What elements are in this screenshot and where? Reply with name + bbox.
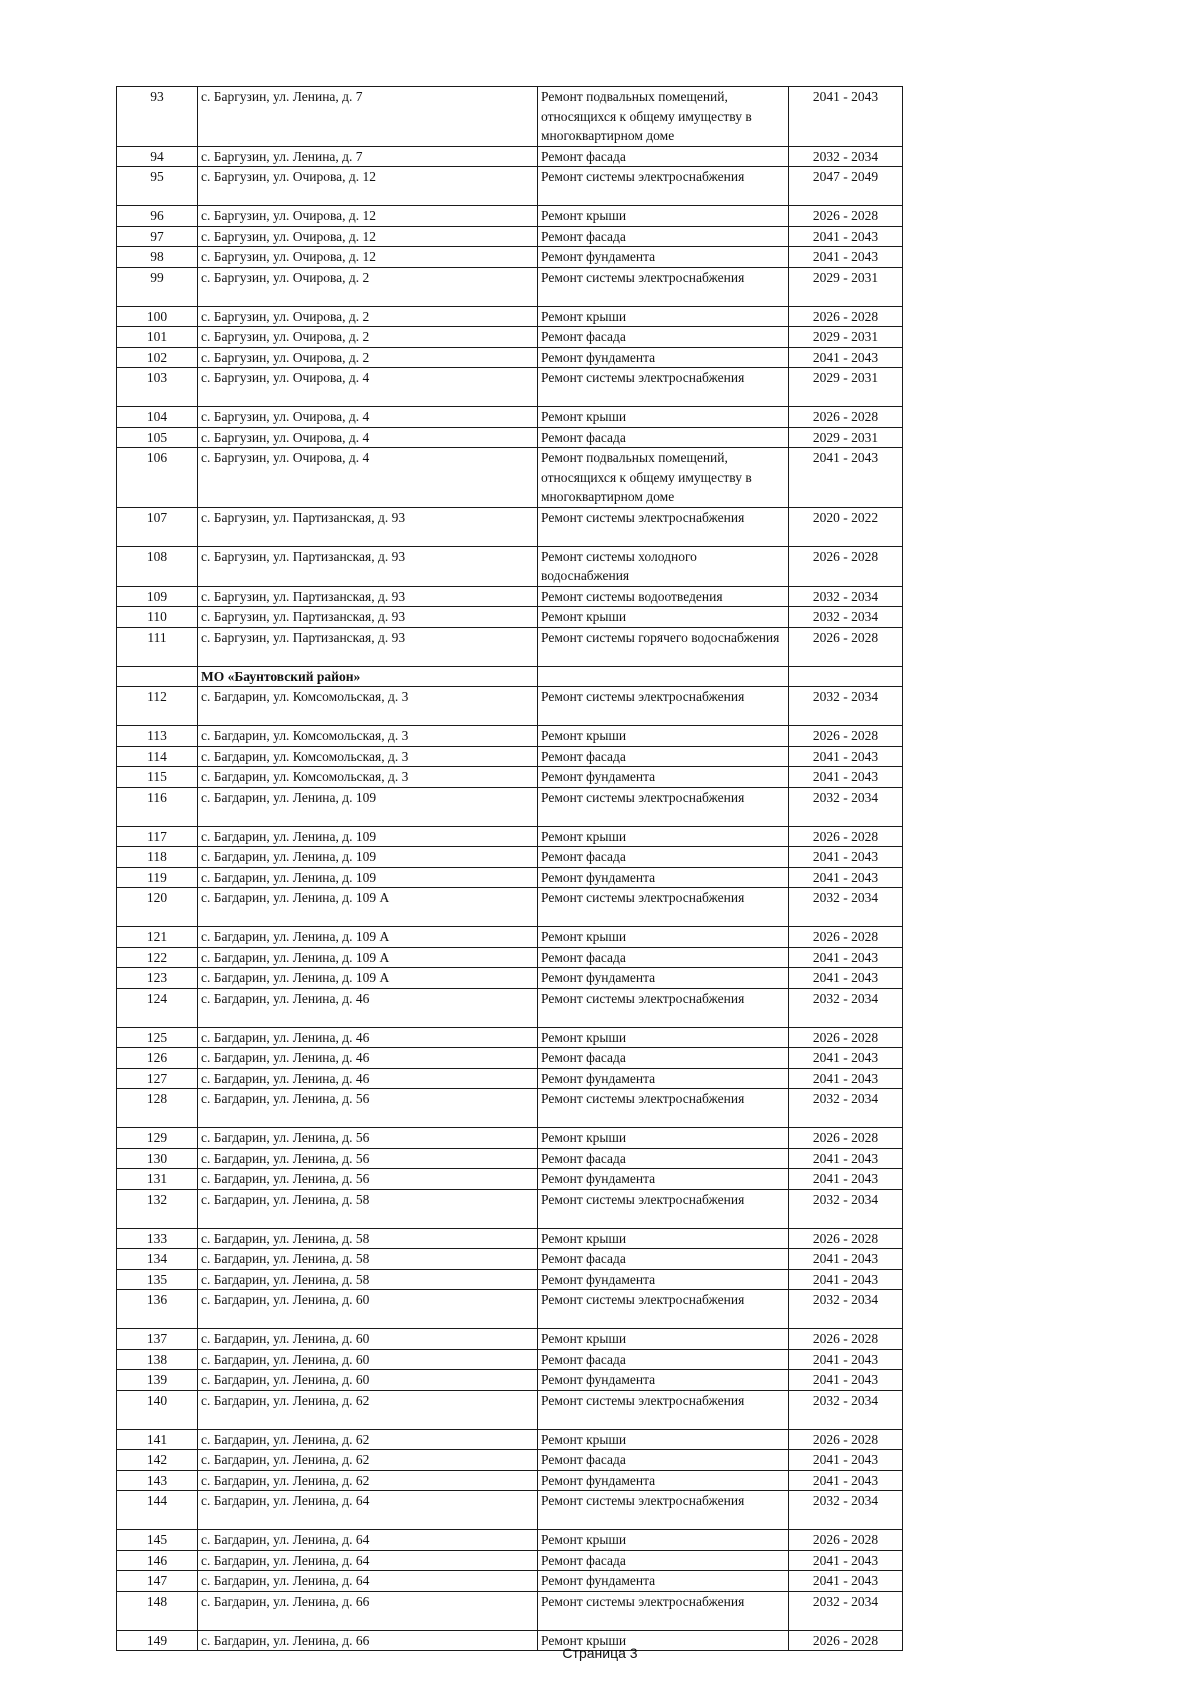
row-number-cell: 124 <box>117 988 198 1027</box>
work-type-cell: Ремонт крыши <box>538 306 789 327</box>
period-cell: 2029 - 2031 <box>789 368 903 407</box>
table-row <box>117 1429 903 1450</box>
work-type-cell: Ремонт системы горячего водоснабжения <box>538 627 789 666</box>
period-cell: 2032 - 2034 <box>789 1089 903 1128</box>
row-number-cell: 122 <box>117 947 198 968</box>
address-cell: с. Баргузин, ул. Очирова, д. 12 <box>198 167 538 206</box>
row-number-cell: 111 <box>117 627 198 666</box>
work-type-cell: Ремонт системы водоотведения <box>538 586 789 607</box>
work-type-cell: Ремонт системы электроснабжения <box>538 267 789 306</box>
address-cell: с. Багдарин, ул. Ленина, д. 64 <box>198 1491 538 1530</box>
table-row <box>117 746 903 767</box>
period-cell: 2041 - 2043 <box>789 226 903 247</box>
address-cell: с. Баргузин, ул. Очирова, д. 12 <box>198 206 538 227</box>
period-cell: 2020 - 2022 <box>789 507 903 546</box>
period-cell: 2032 - 2034 <box>789 586 903 607</box>
period-cell: 2032 - 2034 <box>789 1290 903 1329</box>
table-row <box>117 306 903 327</box>
table-row <box>117 1591 903 1630</box>
table-row <box>117 1228 903 1249</box>
period-cell: 2041 - 2043 <box>789 847 903 868</box>
address-cell: с. Багдарин, ул. Ленина, д. 58 <box>198 1269 538 1290</box>
table-row <box>117 726 903 747</box>
table-row <box>117 146 903 167</box>
work-type-cell: Ремонт крыши <box>538 607 789 628</box>
row-number-cell: 144 <box>117 1491 198 1530</box>
period-cell: 2041 - 2043 <box>789 1148 903 1169</box>
period-cell: 2026 - 2028 <box>789 1228 903 1249</box>
address-cell: с. Баргузин, ул. Партизанская, д. 93 <box>198 546 538 586</box>
work-type-cell: Ремонт крыши <box>538 1228 789 1249</box>
period-cell: 2041 - 2043 <box>789 746 903 767</box>
row-number-cell: 108 <box>117 546 198 586</box>
row-number-cell: 123 <box>117 968 198 989</box>
table-row <box>117 546 903 586</box>
work-type-cell: Ремонт фасада <box>538 1349 789 1370</box>
row-number-cell: 140 <box>117 1390 198 1429</box>
period-cell: 2032 - 2034 <box>789 607 903 628</box>
address-cell: с. Баргузин, ул. Очирова, д. 12 <box>198 247 538 268</box>
work-type-cell: Ремонт крыши <box>538 1329 789 1350</box>
period-cell: 2032 - 2034 <box>789 146 903 167</box>
table-row <box>117 847 903 868</box>
row-number-cell: 105 <box>117 427 198 448</box>
row-number-cell: 103 <box>117 368 198 407</box>
table-row <box>117 826 903 847</box>
row-number-cell: 137 <box>117 1329 198 1350</box>
work-type-cell: Ремонт фасада <box>538 327 789 348</box>
period-cell: 2041 - 2043 <box>789 947 903 968</box>
table-row <box>117 1530 903 1551</box>
work-type-cell: Ремонт системы электроснабжения <box>538 1189 789 1228</box>
work-type-cell: Ремонт фундамента <box>538 1269 789 1290</box>
work-type-cell: Ремонт системы электроснабжения <box>538 167 789 206</box>
work-type-cell: Ремонт крыши <box>538 826 789 847</box>
row-number-cell: 146 <box>117 1550 198 1571</box>
period-cell: 2041 - 2043 <box>789 347 903 368</box>
work-type-cell: Ремонт крыши <box>538 1630 789 1651</box>
table-row <box>117 947 903 968</box>
table-row <box>117 586 903 607</box>
work-type-cell: Ремонт фасада <box>538 1550 789 1571</box>
row-number-cell: 117 <box>117 826 198 847</box>
work-type-cell: Ремонт системы электроснабжения <box>538 1390 789 1429</box>
row-number-cell: 118 <box>117 847 198 868</box>
table-row <box>117 87 903 147</box>
work-type-cell: Ремонт фундамента <box>538 1169 789 1190</box>
work-type-cell: Ремонт крыши <box>538 1530 789 1551</box>
address-cell: с. Багдарин, ул. Ленина, д. 66 <box>198 1630 538 1651</box>
address-cell: с. Баргузин, ул. Очирова, д. 4 <box>198 407 538 428</box>
table-row <box>117 1027 903 1048</box>
table-row <box>117 787 903 826</box>
work-type-cell: Ремонт фасада <box>538 1148 789 1169</box>
period-cell: 2041 - 2043 <box>789 867 903 888</box>
period-cell <box>789 666 903 687</box>
work-type-cell: Ремонт фасада <box>538 847 789 868</box>
work-type-cell: Ремонт системы электроснабжения <box>538 687 789 726</box>
table-row <box>117 267 903 306</box>
period-cell: 2026 - 2028 <box>789 1429 903 1450</box>
address-cell: с. Багдарин, ул. Ленина, д. 46 <box>198 1068 538 1089</box>
period-cell: 2029 - 2031 <box>789 427 903 448</box>
work-type-cell: Ремонт системы электроснабжения <box>538 988 789 1027</box>
row-number-cell: 141 <box>117 1429 198 1450</box>
period-cell: 2026 - 2028 <box>789 206 903 227</box>
row-number-cell: 139 <box>117 1370 198 1391</box>
address-cell: с. Багдарин, ул. Ленина, д. 109 А <box>198 968 538 989</box>
period-cell: 2026 - 2028 <box>789 1329 903 1350</box>
work-type-cell: Ремонт фундамента <box>538 1571 789 1592</box>
period-cell: 2026 - 2028 <box>789 1128 903 1149</box>
period-cell: 2047 - 2049 <box>789 167 903 206</box>
row-number-cell: 94 <box>117 146 198 167</box>
row-number-cell: 147 <box>117 1571 198 1592</box>
address-cell: с. Багдарин, ул. Ленина, д. 56 <box>198 1148 538 1169</box>
address-cell: с. Багдарин, ул. Ленина, д. 46 <box>198 988 538 1027</box>
work-type-cell: Ремонт крыши <box>538 1027 789 1048</box>
work-type-cell: Ремонт крыши <box>538 206 789 227</box>
row-number-cell: 138 <box>117 1349 198 1370</box>
address-cell: с. Багдарин, ул. Ленина, д. 58 <box>198 1249 538 1270</box>
table-row <box>117 368 903 407</box>
table-row <box>117 988 903 1027</box>
row-number-cell <box>117 666 198 687</box>
period-cell: 2026 - 2028 <box>789 1630 903 1651</box>
work-type-cell: Ремонт фасада <box>538 1249 789 1270</box>
row-number-cell: 106 <box>117 448 198 508</box>
work-type-cell: Ремонт системы электроснабжения <box>538 1591 789 1630</box>
work-type-cell: Ремонт системы электроснабжения <box>538 1491 789 1530</box>
work-type-cell: Ремонт крыши <box>538 1128 789 1149</box>
period-cell: 2041 - 2043 <box>789 1068 903 1089</box>
table-row <box>117 507 903 546</box>
work-type-cell: Ремонт системы электроснабжения <box>538 368 789 407</box>
work-type-cell: Ремонт фундамента <box>538 347 789 368</box>
row-number-cell: 115 <box>117 767 198 788</box>
table-row <box>117 767 903 788</box>
row-number-cell: 97 <box>117 226 198 247</box>
row-number-cell: 102 <box>117 347 198 368</box>
capital-repair-table <box>116 86 903 1651</box>
table-row <box>117 1390 903 1429</box>
work-type-cell: Ремонт системы электроснабжения <box>538 1089 789 1128</box>
address-cell: с. Багдарин, ул. Ленина, д. 109 <box>198 787 538 826</box>
period-cell: 2032 - 2034 <box>789 888 903 927</box>
work-type-cell: Ремонт крыши <box>538 927 789 948</box>
row-number-cell: 100 <box>117 306 198 327</box>
row-number-cell: 119 <box>117 867 198 888</box>
table-row <box>117 427 903 448</box>
address-cell: с. Баргузин, ул. Ленина, д. 7 <box>198 146 538 167</box>
table-row <box>117 867 903 888</box>
table-row <box>117 968 903 989</box>
address-cell: с. Багдарин, ул. Ленина, д. 109 А <box>198 888 538 927</box>
work-type-cell: Ремонт фасада <box>538 947 789 968</box>
work-type-cell: Ремонт фундамента <box>538 247 789 268</box>
period-cell: 2029 - 2031 <box>789 267 903 306</box>
address-cell: с. Багдарин, ул. Ленина, д. 58 <box>198 1189 538 1228</box>
row-number-cell: 128 <box>117 1089 198 1128</box>
row-number-cell: 134 <box>117 1249 198 1270</box>
period-cell: 2041 - 2043 <box>789 1370 903 1391</box>
row-number-cell: 99 <box>117 267 198 306</box>
period-cell: 2026 - 2028 <box>789 826 903 847</box>
row-number-cell: 127 <box>117 1068 198 1089</box>
row-number-cell: 95 <box>117 167 198 206</box>
period-cell: 2041 - 2043 <box>789 1470 903 1491</box>
period-cell: 2032 - 2034 <box>789 1491 903 1530</box>
work-type-cell: Ремонт крыши <box>538 726 789 747</box>
period-cell: 2026 - 2028 <box>789 726 903 747</box>
table-row <box>117 1470 903 1491</box>
address-cell: с. Багдарин, ул. Ленина, д. 62 <box>198 1450 538 1471</box>
table-row <box>117 1450 903 1471</box>
row-number-cell: 133 <box>117 1228 198 1249</box>
period-cell: 2041 - 2043 <box>789 1450 903 1471</box>
row-number-cell: 98 <box>117 247 198 268</box>
period-cell: 2026 - 2028 <box>789 627 903 666</box>
section-title-cell: МО «Баунтовский район» <box>198 666 538 687</box>
table-row <box>117 607 903 628</box>
table-row <box>117 448 903 508</box>
address-cell: с. Баргузин, ул. Очирова, д. 2 <box>198 306 538 327</box>
period-cell: 2026 - 2028 <box>789 306 903 327</box>
period-cell: 2032 - 2034 <box>789 988 903 1027</box>
table-row <box>117 1329 903 1350</box>
table-row <box>117 1189 903 1228</box>
table-row <box>117 1550 903 1571</box>
address-cell: с. Багдарин, ул. Ленина, д. 109 <box>198 826 538 847</box>
work-type-cell: Ремонт фундамента <box>538 968 789 989</box>
work-type-cell: Ремонт фасада <box>538 1450 789 1471</box>
period-cell: 2041 - 2043 <box>789 1249 903 1270</box>
address-cell: с. Багдарин, ул. Ленина, д. 60 <box>198 1329 538 1350</box>
address-cell: с. Багдарин, ул. Ленина, д. 64 <box>198 1571 538 1592</box>
work-type-cell: Ремонт фасада <box>538 226 789 247</box>
work-type-cell: Ремонт фундамента <box>538 867 789 888</box>
address-cell: с. Баргузин, ул. Очирова, д. 12 <box>198 226 538 247</box>
address-cell: с. Багдарин, ул. Ленина, д. 58 <box>198 1228 538 1249</box>
work-type-cell: Ремонт фундамента <box>538 1370 789 1391</box>
address-cell: с. Багдарин, ул. Комсомольская, д. 3 <box>198 726 538 747</box>
address-cell: с. Багдарин, ул. Комсомольская, д. 3 <box>198 687 538 726</box>
address-cell: с. Багдарин, ул. Ленина, д. 60 <box>198 1290 538 1329</box>
address-cell: с. Багдарин, ул. Ленина, д. 64 <box>198 1530 538 1551</box>
table-row <box>117 1269 903 1290</box>
table-row <box>117 1349 903 1370</box>
table-row <box>117 1571 903 1592</box>
table-row <box>117 327 903 348</box>
work-type-cell: Ремонт фасада <box>538 746 789 767</box>
row-number-cell: 148 <box>117 1591 198 1630</box>
row-number-cell: 132 <box>117 1189 198 1228</box>
row-number-cell: 112 <box>117 687 198 726</box>
address-cell: с. Багдарин, ул. Ленина, д. 46 <box>198 1048 538 1069</box>
address-cell: с. Багдарин, ул. Ленина, д. 109 <box>198 847 538 868</box>
period-cell: 2041 - 2043 <box>789 767 903 788</box>
table-row <box>117 1128 903 1149</box>
table-row <box>117 1249 903 1270</box>
row-number-cell: 121 <box>117 927 198 948</box>
period-cell: 2026 - 2028 <box>789 1530 903 1551</box>
address-cell: с. Багдарин, ул. Ленина, д. 109 А <box>198 947 538 968</box>
address-cell: с. Баргузин, ул. Очирова, д. 2 <box>198 267 538 306</box>
address-cell: с. Багдарин, ул. Ленина, д. 66 <box>198 1591 538 1630</box>
table-row <box>117 627 903 666</box>
period-cell: 2041 - 2043 <box>789 87 903 147</box>
row-number-cell: 142 <box>117 1450 198 1471</box>
table-row <box>117 167 903 206</box>
address-cell: с. Баргузин, ул. Очирова, д. 2 <box>198 347 538 368</box>
period-cell: 2032 - 2034 <box>789 1390 903 1429</box>
period-cell: 2032 - 2034 <box>789 687 903 726</box>
table-row <box>117 206 903 227</box>
table-row <box>117 1290 903 1329</box>
work-type-cell <box>538 666 789 687</box>
period-cell: 2041 - 2043 <box>789 1269 903 1290</box>
work-type-cell: Ремонт системы холодного водоснабжения <box>538 546 789 586</box>
address-cell: с. Баргузин, ул. Ленина, д. 7 <box>198 87 538 147</box>
row-number-cell: 126 <box>117 1048 198 1069</box>
page-number: Страница 3 <box>562 1645 638 1661</box>
row-number-cell: 110 <box>117 607 198 628</box>
period-cell: 2029 - 2031 <box>789 327 903 348</box>
address-cell: с. Багдарин, ул. Ленина, д. 56 <box>198 1128 538 1149</box>
table-body <box>117 87 903 1651</box>
address-cell: с. Багдарин, ул. Ленина, д. 46 <box>198 1027 538 1048</box>
table-row <box>117 1048 903 1069</box>
period-cell: 2041 - 2043 <box>789 1571 903 1592</box>
work-type-cell: Ремонт подвальных помещений, относящихся к общему имуществу в многоквартирном доме <box>538 448 789 508</box>
row-number-cell: 113 <box>117 726 198 747</box>
row-number-cell: 93 <box>117 87 198 147</box>
table-row <box>117 1370 903 1391</box>
address-cell: с. Баргузин, ул. Очирова, д. 4 <box>198 368 538 407</box>
row-number-cell: 130 <box>117 1148 198 1169</box>
work-type-cell: Ремонт подвальных помещений, относящихся к общему имуществу в многоквартирном доме <box>538 87 789 147</box>
table-row <box>117 347 903 368</box>
row-number-cell: 125 <box>117 1027 198 1048</box>
address-cell: с. Багдарин, ул. Комсомольская, д. 3 <box>198 746 538 767</box>
period-cell: 2026 - 2028 <box>789 407 903 428</box>
work-type-cell: Ремонт фундамента <box>538 1470 789 1491</box>
address-cell: с. Багдарин, ул. Ленина, д. 62 <box>198 1390 538 1429</box>
address-cell: с. Баргузин, ул. Очирова, д. 4 <box>198 427 538 448</box>
address-cell: с. Багдарин, ул. Ленина, д. 60 <box>198 1370 538 1391</box>
row-number-cell: 101 <box>117 327 198 348</box>
address-cell: с. Багдарин, ул. Ленина, д. 64 <box>198 1550 538 1571</box>
period-cell: 2032 - 2034 <box>789 1189 903 1228</box>
period-cell: 2041 - 2043 <box>789 448 903 508</box>
period-cell: 2032 - 2034 <box>789 787 903 826</box>
address-cell: с. Багдарин, ул. Ленина, д. 56 <box>198 1169 538 1190</box>
address-cell: с. Баргузин, ул. Очирова, д. 4 <box>198 448 538 508</box>
work-type-cell: Ремонт фундамента <box>538 1068 789 1089</box>
table-row <box>117 1491 903 1530</box>
period-cell: 2041 - 2043 <box>789 1169 903 1190</box>
period-cell: 2032 - 2034 <box>789 1591 903 1630</box>
work-type-cell: Ремонт фасада <box>538 146 789 167</box>
period-cell: 2041 - 2043 <box>789 1349 903 1370</box>
address-cell: с. Баргузин, ул. Очирова, д. 2 <box>198 327 538 348</box>
address-cell: с. Багдарин, ул. Ленина, д. 109 <box>198 867 538 888</box>
table-row <box>117 226 903 247</box>
table-row <box>117 407 903 428</box>
table-row <box>117 1148 903 1169</box>
row-number-cell: 135 <box>117 1269 198 1290</box>
row-number-cell: 129 <box>117 1128 198 1149</box>
row-number-cell: 114 <box>117 746 198 767</box>
work-type-cell: Ремонт фасада <box>538 1048 789 1069</box>
work-type-cell: Ремонт системы электроснабжения <box>538 1290 789 1329</box>
row-number-cell: 116 <box>117 787 198 826</box>
address-cell: с. Багдарин, ул. Ленина, д. 109 А <box>198 927 538 948</box>
period-cell: 2041 - 2043 <box>789 1048 903 1069</box>
work-type-cell: Ремонт фасада <box>538 427 789 448</box>
table-row <box>117 888 903 927</box>
table-row <box>117 687 903 726</box>
row-number-cell: 96 <box>117 206 198 227</box>
work-type-cell: Ремонт системы электроснабжения <box>538 888 789 927</box>
row-number-cell: 104 <box>117 407 198 428</box>
row-number-cell: 109 <box>117 586 198 607</box>
work-type-cell: Ремонт системы электроснабжения <box>538 787 789 826</box>
address-cell: с. Багдарин, ул. Комсомольская, д. 3 <box>198 767 538 788</box>
row-number-cell: 145 <box>117 1530 198 1551</box>
address-cell: с. Баргузин, ул. Партизанская, д. 93 <box>198 627 538 666</box>
address-cell: с. Баргузин, ул. Партизанская, д. 93 <box>198 507 538 546</box>
address-cell: с. Баргузин, ул. Партизанская, д. 93 <box>198 607 538 628</box>
work-type-cell: Ремонт фундамента <box>538 767 789 788</box>
table-row <box>117 927 903 948</box>
period-cell: 2041 - 2043 <box>789 1550 903 1571</box>
work-type-cell: Ремонт крыши <box>538 407 789 428</box>
row-number-cell: 149 <box>117 1630 198 1651</box>
row-number-cell: 136 <box>117 1290 198 1329</box>
address-cell: с. Багдарин, ул. Ленина, д. 62 <box>198 1429 538 1450</box>
period-cell: 2026 - 2028 <box>789 1027 903 1048</box>
table-row <box>117 1169 903 1190</box>
table-row <box>117 1068 903 1089</box>
row-number-cell: 120 <box>117 888 198 927</box>
address-cell: с. Багдарин, ул. Ленина, д. 62 <box>198 1470 538 1491</box>
address-cell: с. Баргузин, ул. Партизанская, д. 93 <box>198 586 538 607</box>
section-header-row <box>117 666 903 687</box>
table-row <box>117 247 903 268</box>
period-cell: 2041 - 2043 <box>789 247 903 268</box>
work-type-cell: Ремонт крыши <box>538 1429 789 1450</box>
work-type-cell: Ремонт системы электроснабжения <box>538 507 789 546</box>
row-number-cell: 107 <box>117 507 198 546</box>
address-cell: с. Багдарин, ул. Ленина, д. 56 <box>198 1089 538 1128</box>
table-row <box>117 1089 903 1128</box>
row-number-cell: 143 <box>117 1470 198 1491</box>
address-cell: с. Багдарин, ул. Ленина, д. 60 <box>198 1349 538 1370</box>
row-number-cell: 131 <box>117 1169 198 1190</box>
period-cell: 2026 - 2028 <box>789 927 903 948</box>
period-cell: 2026 - 2028 <box>789 546 903 586</box>
period-cell: 2041 - 2043 <box>789 968 903 989</box>
